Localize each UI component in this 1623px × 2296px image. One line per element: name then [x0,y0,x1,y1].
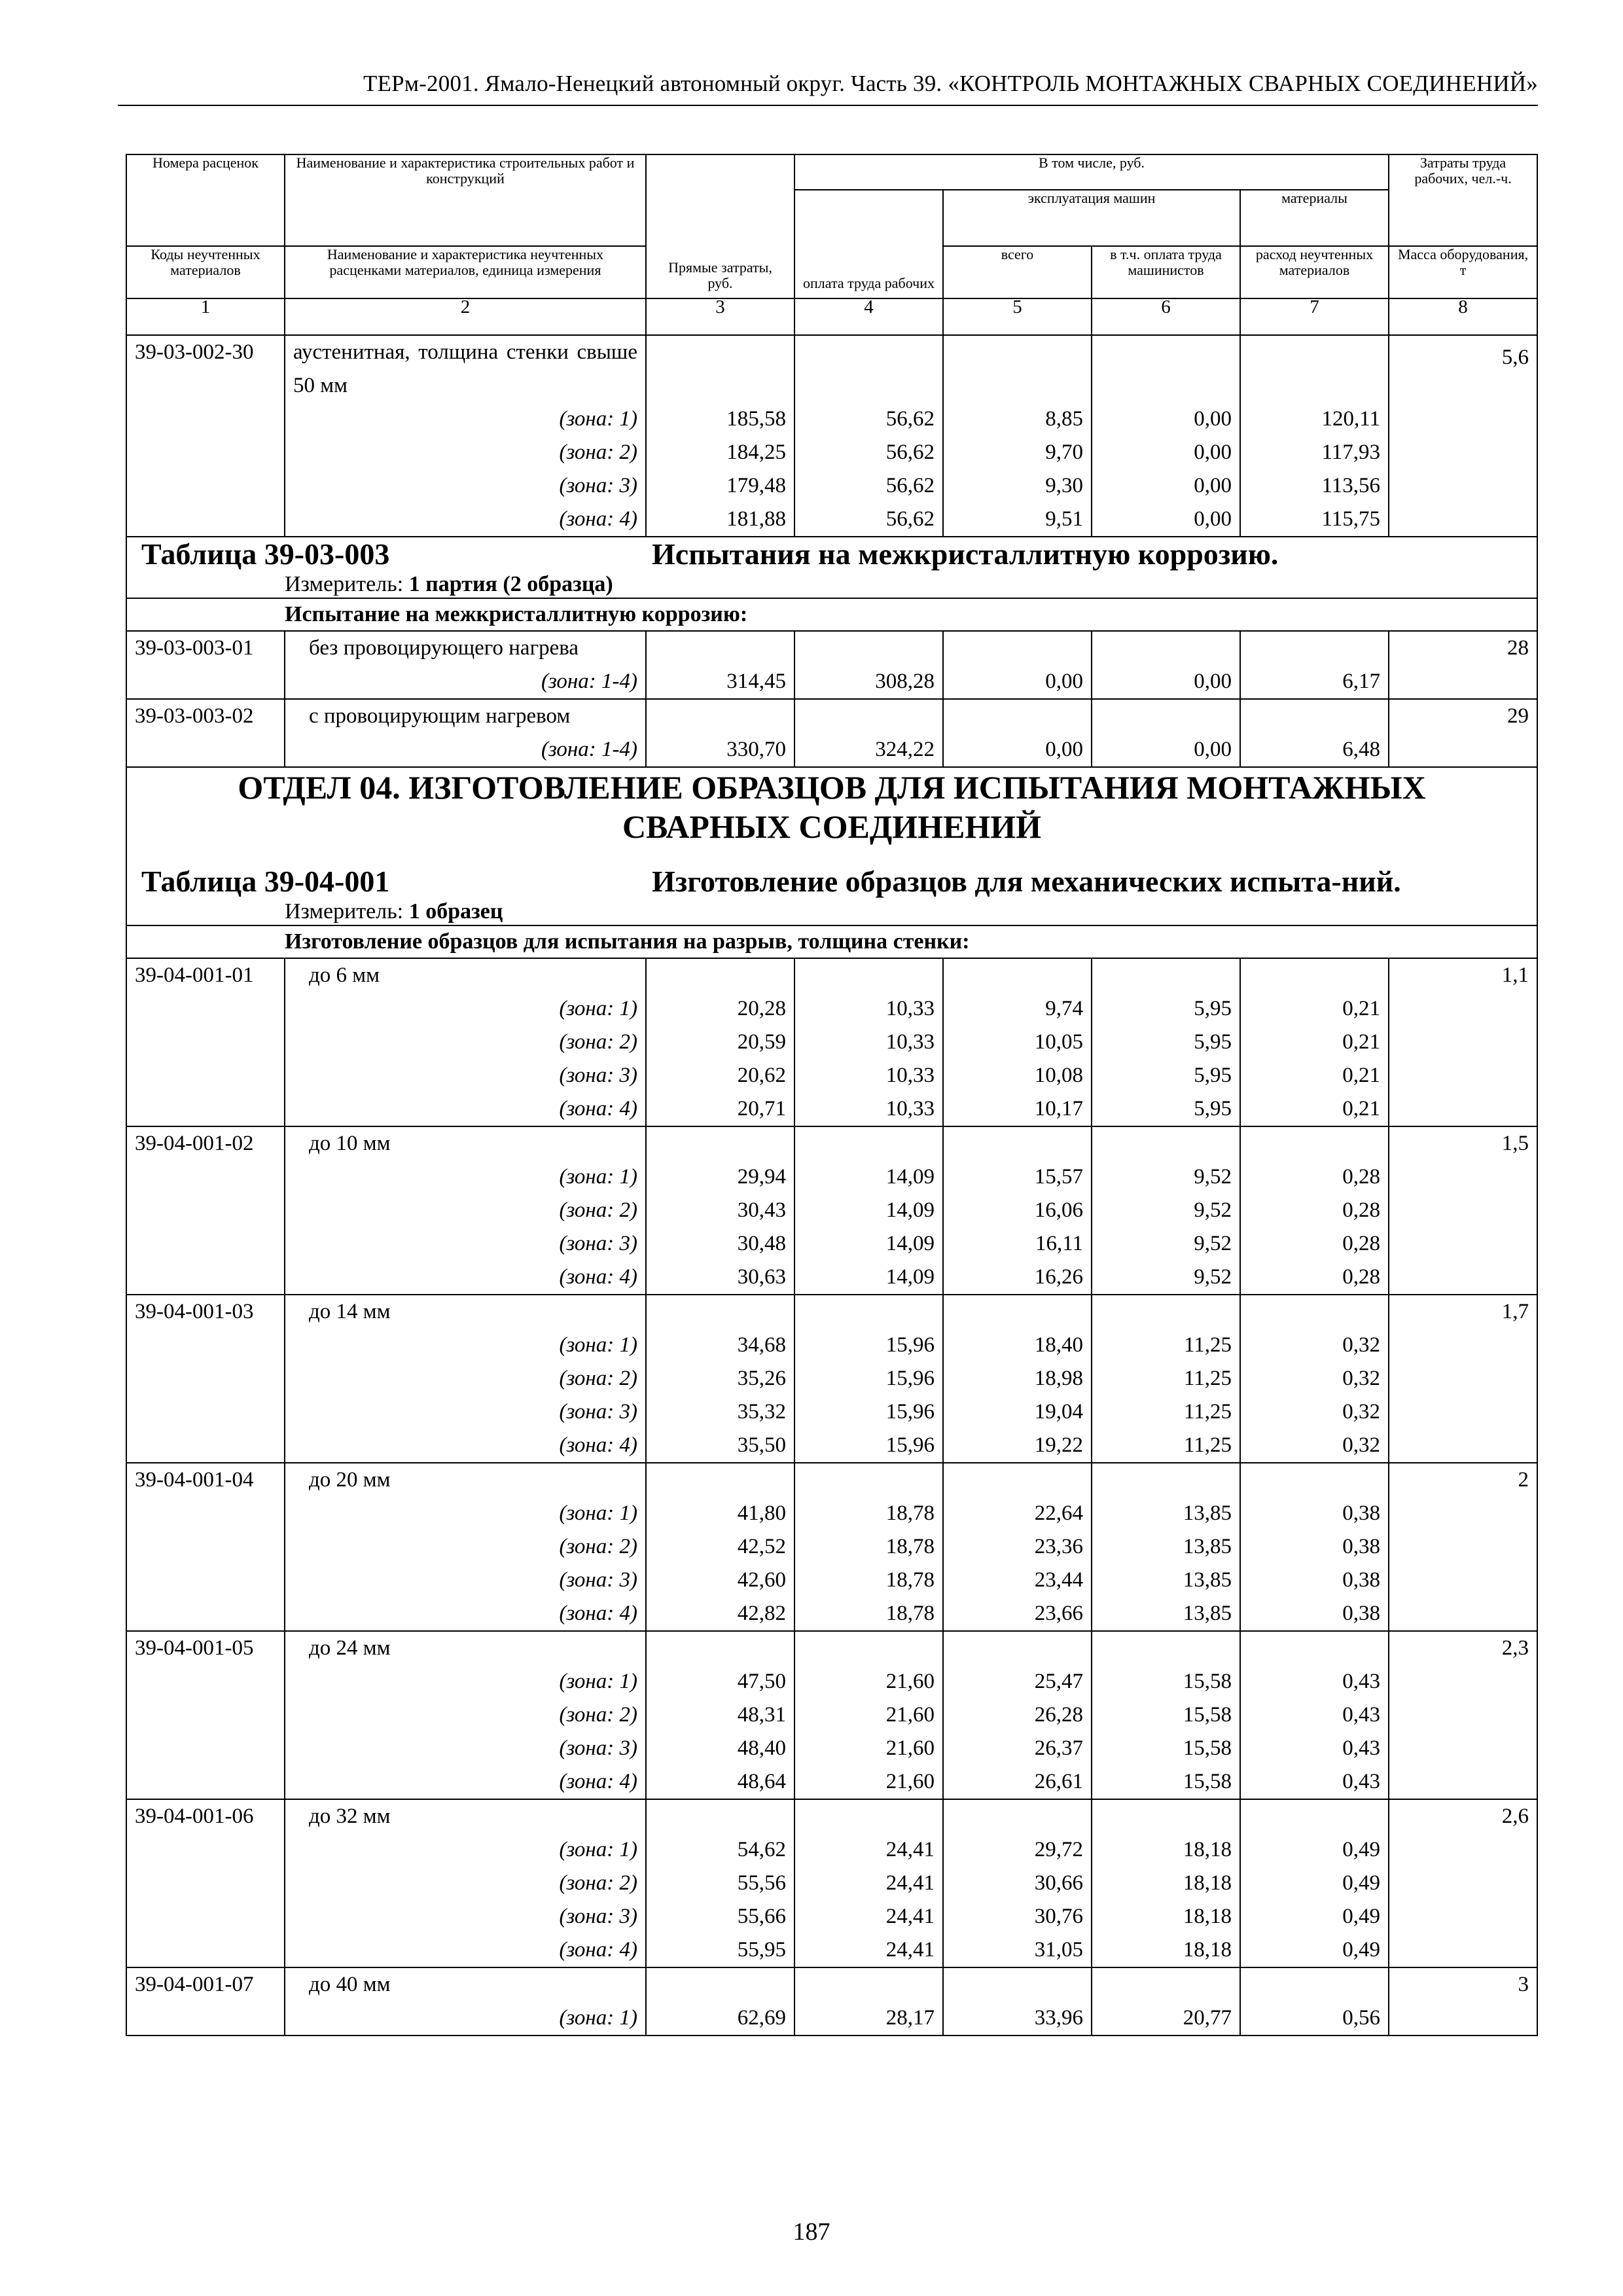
zone-row [126,1362,1537,1395]
direct-cost: 184,25 [646,436,794,469]
direct-cost: 35,50 [646,1429,794,1463]
wages: 18,78 [794,1564,943,1597]
wages: 14,09 [794,1261,943,1295]
machines-wages: 9,52 [1092,1194,1240,1227]
wages: 56,62 [794,469,943,503]
zone-label: (зона: 1-4) [285,665,646,699]
col-labor-bottom: Масса оборудования, т [1389,246,1537,298]
machines-wages: 11,25 [1092,1429,1240,1463]
machines-total: 10,05 [943,1026,1092,1059]
direct-cost: 30,43 [646,1194,794,1227]
direct-cost: 30,63 [646,1261,794,1295]
machines-total: 30,66 [943,1867,1092,1900]
machines-wages: 20,77 [1092,2001,1240,2036]
col-wages: оплата труда рабочих [794,190,943,298]
table-id: Таблица 39-03-003 [141,537,390,571]
zone-row [126,1395,1537,1429]
table-title: Изготовление образцов для механических испыта-ний. [652,865,1401,898]
zone-row [126,1059,1537,1092]
materials: 0,21 [1240,1092,1389,1126]
rate-code: 39-04-001-01 [126,958,285,992]
zone-label: (зона: 3) [285,1059,646,1092]
col-materials: материалы [1240,190,1389,246]
direct-cost: 42,60 [646,1564,794,1597]
direct-cost: 330,70 [646,733,794,767]
wages: 14,09 [794,1194,943,1227]
zone-row [126,1867,1537,1900]
labor-cost: 3 [1389,1967,1537,2001]
zone-label: (зона: 2) [285,1362,646,1395]
machines-total: 0,00 [943,665,1092,699]
zone-row [126,1227,1537,1261]
direct-cost: 35,32 [646,1395,794,1429]
direct-cost: 30,48 [646,1227,794,1261]
direct-cost: 314,45 [646,665,794,699]
materials: 0,38 [1240,1597,1389,1631]
zone-label: (зона: 4) [285,1261,646,1295]
machines-total: 18,98 [943,1362,1092,1395]
machines-wages: 5,95 [1092,1059,1240,1092]
materials: 0,38 [1240,1497,1389,1530]
col-num: 3 [646,298,794,335]
machines-wages: 0,00 [1092,436,1240,469]
wages: 15,96 [794,1395,943,1429]
machines-wages: 13,85 [1092,1564,1240,1597]
direct-cost: 55,66 [646,1900,794,1933]
rate-code: 39-04-001-04 [126,1463,285,1497]
wages: 308,28 [794,665,943,699]
machines-wages: 0,00 [1092,403,1240,436]
wages: 14,09 [794,1227,943,1261]
zone-row [126,1530,1537,1564]
col-direct-costs: Прямые затраты, руб. [646,154,794,298]
wages: 24,41 [794,1867,943,1900]
machines-wages: 15,58 [1092,1698,1240,1732]
machines-wages: 18,18 [1092,1867,1240,1900]
col-num: 1 [126,298,285,335]
rate-name: до 20 мм [285,1463,646,1497]
zone-row [126,1732,1537,1765]
direct-cost: 55,95 [646,1933,794,1967]
zone-label: (зона: 1) [285,992,646,1026]
wages: 10,33 [794,992,943,1026]
machines-wages: 0,00 [1092,503,1240,537]
zone-label: (зона: 2) [285,1867,646,1900]
rate-name: до 14 мм [285,1295,646,1329]
machines-wages: 0,00 [1092,733,1240,767]
wages: 21,60 [794,1698,943,1732]
labor-cost: 2,6 [1389,1799,1537,1833]
zone-label: (зона: 2) [285,1530,646,1564]
direct-cost: 20,59 [646,1026,794,1059]
materials: 0,21 [1240,992,1389,1026]
rate-name: до 32 мм [285,1799,646,1833]
zone-label: (зона: 1) [285,1833,646,1867]
zone-label: (зона: 2) [285,1026,646,1059]
wages: 18,78 [794,1597,943,1631]
labor-cost: 1,1 [1389,958,1537,992]
direct-cost: 48,64 [646,1765,794,1799]
machines-total: 23,66 [943,1597,1092,1631]
col-materials-unaccounted: расход неучтенных материалов [1240,246,1389,298]
rate-code: 39-04-001-06 [126,1799,285,1833]
zone-row [126,1933,1537,1967]
col-num: 2 [285,298,646,335]
rate-name: без провоцирующего нагрева [285,631,646,665]
machines-total: 22,64 [943,1497,1092,1530]
wages: 24,41 [794,1933,943,1967]
direct-cost: 42,52 [646,1530,794,1564]
materials: 115,75 [1240,503,1389,537]
table-39-03-003 [126,537,1537,631]
zone-label: (зона: 2) [285,1194,646,1227]
col-name-bottom: Наименование и характеристика неучтенных расценками материалов, единица измерения [285,246,646,298]
direct-cost: 41,80 [646,1497,794,1530]
direct-cost: 179,48 [646,469,794,503]
col-labor-top: Затраты труда рабочих, чел.-ч. [1389,154,1537,246]
zone-label: (зона: 3) [285,1395,646,1429]
col-num: 6 [1092,298,1240,335]
col-codes-bottom: Коды неучтенных материалов [126,246,285,298]
zone-row [126,1194,1537,1227]
machines-total: 9,70 [943,436,1092,469]
materials: 0,38 [1240,1564,1389,1597]
zone-row [126,1329,1537,1362]
running-head: ТЕРм-2001. Ямало-Ненецкий автономный округ. Часть 39. «КОНТРОЛЬ МОНТАЖНЫХ СВАРНЫХ СОЕДИНЕНИЙ» [363,71,1538,96]
zone-row [126,992,1537,1026]
wages: 15,96 [794,1429,943,1463]
measure-label: Измеритель: [285,899,409,924]
zone-label: (зона: 4) [285,503,646,537]
materials: 0,43 [1240,1765,1389,1799]
rate-row [126,631,1537,665]
labor-cost: 28 [1389,631,1537,665]
wages: 28,17 [794,2001,943,2036]
labor-cost: 1,7 [1389,1295,1537,1329]
zone-row [126,1833,1537,1867]
rate-name: аустенитная, толщина стенки свыше 50 мм [285,335,646,403]
machines-wages: 18,18 [1092,1933,1240,1967]
department-section [126,767,1537,958]
zone-label: (зона: 1) [285,1497,646,1530]
zone-row [126,1429,1537,1463]
machines-total: 0,00 [943,733,1092,767]
zone-label: (зона: 1) [285,2001,646,2036]
machines-total: 16,11 [943,1227,1092,1261]
col-including: В том числе, руб. [794,154,1389,190]
zone-label: (зона: 3) [285,1564,646,1597]
machines-total: 31,05 [943,1933,1092,1967]
materials: 0,49 [1240,1933,1389,1967]
col-num: 4 [794,298,943,335]
machines-total: 23,36 [943,1530,1092,1564]
materials: 0,32 [1240,1429,1389,1463]
machines-total: 16,06 [943,1194,1092,1227]
wages: 14,09 [794,1160,943,1194]
col-machines-total: всего [943,246,1092,298]
machines-wages: 0,00 [1092,665,1240,699]
rate-name: до 6 мм [285,958,646,992]
zone-row [126,1026,1537,1059]
zone-row [126,1092,1537,1126]
rate-name: до 40 мм [285,1967,646,2001]
materials: 0,43 [1240,1698,1389,1732]
materials: 0,28 [1240,1227,1389,1261]
col-name-top: Наименование и характеристика строительных работ и конструкций [285,154,646,246]
zone-label: (зона: 4) [285,1429,646,1463]
labor-cost: 5,6 [1389,335,1537,403]
zone-label: (зона: 4) [285,1933,646,1967]
rate-row [126,1967,1537,2001]
rate-row [126,1631,1537,1665]
labor-cost: 2 [1389,1463,1537,1497]
group-heading: Испытание на межкристаллитную коррозию: [285,598,1537,631]
labor-cost: 1,5 [1389,1126,1537,1160]
wages: 21,60 [794,1765,943,1799]
materials: 0,21 [1240,1026,1389,1059]
zone-label: (зона: 4) [285,1765,646,1799]
machines-wages: 9,52 [1092,1160,1240,1194]
zone-label: (зона: 1) [285,403,646,436]
measure-value: 1 партия (2 образца) [408,572,613,596]
machines-wages: 15,58 [1092,1732,1240,1765]
materials: 0,49 [1240,1833,1389,1867]
machines-total: 30,76 [943,1900,1092,1933]
direct-cost: 20,28 [646,992,794,1026]
zone-row [126,1765,1537,1799]
rate-row [126,1799,1537,1833]
machines-total: 16,26 [943,1261,1092,1295]
zone-label: (зона: 3) [285,1732,646,1765]
materials: 0,56 [1240,2001,1389,2036]
zone-label: (зона: 1-4) [285,733,646,767]
rates-table [126,154,1538,2036]
zone-row [126,665,1537,699]
rate-code: 39-03-002-30 [126,335,285,403]
direct-cost: 54,62 [646,1833,794,1867]
rate-row [126,958,1537,992]
direct-cost: 48,31 [646,1698,794,1732]
machines-wages: 11,25 [1092,1329,1240,1362]
wages: 56,62 [794,403,943,436]
rate-name: с провоцирующим нагревом [285,699,646,733]
machines-wages: 15,58 [1092,1765,1240,1799]
machines-total: 9,30 [943,469,1092,503]
wages: 10,33 [794,1092,943,1126]
machines-total: 23,44 [943,1564,1092,1597]
materials: 117,93 [1240,436,1389,469]
machines-total: 26,61 [943,1765,1092,1799]
zone-label: (зона: 4) [285,1092,646,1126]
zone-label: (зона: 4) [285,1597,646,1631]
wages: 24,41 [794,1900,943,1933]
col-num: 7 [1240,298,1389,335]
materials: 120,11 [1240,403,1389,436]
zone-row [126,1497,1537,1530]
materials: 0,32 [1240,1329,1389,1362]
direct-cost: 62,69 [646,2001,794,2036]
machines-total: 26,37 [943,1732,1092,1765]
zone-row [126,2001,1537,2036]
col-num: 5 [943,298,1092,335]
wages: 15,96 [794,1329,943,1362]
zone-label: (зона: 1) [285,1160,646,1194]
materials: 0,28 [1240,1261,1389,1295]
zone-label: (зона: 2) [285,436,646,469]
materials: 0,21 [1240,1059,1389,1092]
col-num: 8 [1389,298,1537,335]
wages: 15,96 [794,1362,943,1395]
machines-wages: 9,52 [1092,1227,1240,1261]
rate-code: 39-04-001-03 [126,1295,285,1329]
wages: 324,22 [794,733,943,767]
zone-row [126,1160,1537,1194]
wages: 10,33 [794,1026,943,1059]
rate-code: 39-03-003-01 [126,631,285,665]
zone-row [126,1665,1537,1698]
machines-total: 15,57 [943,1160,1092,1194]
direct-cost: 185,58 [646,403,794,436]
direct-cost: 34,68 [646,1329,794,1362]
wages: 18,78 [794,1497,943,1530]
rate-code: 39-04-001-02 [126,1126,285,1160]
rate-row [126,699,1537,733]
machines-total: 25,47 [943,1665,1092,1698]
zone-label: (зона: 1) [285,1329,646,1362]
materials: 0,32 [1240,1362,1389,1395]
materials: 0,49 [1240,1867,1389,1900]
machines-wages: 11,25 [1092,1395,1240,1429]
page-number: 187 [793,2218,830,2246]
machines-wages: 18,18 [1092,1900,1240,1933]
wages: 21,60 [794,1665,943,1698]
materials: 0,28 [1240,1160,1389,1194]
zone-row [126,733,1537,767]
rate-name: до 10 мм [285,1126,646,1160]
direct-cost: 42,82 [646,1597,794,1631]
wages: 24,41 [794,1833,943,1867]
machines-wages: 5,95 [1092,1026,1240,1059]
machines-total: 10,17 [943,1092,1092,1126]
wages: 56,62 [794,503,943,537]
rate-row [126,1463,1537,1497]
col-codes-top: Номера расценок [126,154,285,246]
materials: 0,28 [1240,1194,1389,1227]
materials: 0,38 [1240,1530,1389,1564]
machines-total: 26,28 [943,1698,1092,1732]
labor-cost: 29 [1389,699,1537,733]
zone-row [126,1564,1537,1597]
rate-block-39-03-002-30 [126,335,1537,537]
col-machines-wages: в т.ч. оплата труда машинистов [1092,246,1240,298]
table-title: Испытания на межкристаллитную коррозию. [652,537,1279,571]
zone-label: (зона: 3) [285,1227,646,1261]
group-heading: Изготовление образцов для испытания на разрыв, толщина стенки: [285,925,1537,958]
materials: 0,32 [1240,1395,1389,1429]
machines-total: 29,72 [943,1833,1092,1867]
machines-wages: 9,52 [1092,1261,1240,1295]
rate-name: до 24 мм [285,1631,646,1665]
measure-value: 1 образец [408,899,503,924]
table-id: Таблица 39-04-001 [141,865,390,898]
machines-total: 18,40 [943,1329,1092,1362]
machines-total: 33,96 [943,2001,1092,2036]
machines-wages: 5,95 [1092,1092,1240,1126]
col-machines: эксплуатация машин [943,190,1240,246]
rate-row [126,1126,1537,1160]
machines-wages: 18,18 [1092,1833,1240,1867]
materials: 6,48 [1240,733,1389,767]
rate-code: 39-03-003-02 [126,699,285,733]
rate-code: 39-04-001-07 [126,1967,285,2001]
zone-label: (зона: 1) [285,1665,646,1698]
machines-total: 8,85 [943,403,1092,436]
zone-row [126,1698,1537,1732]
direct-cost: 20,62 [646,1059,794,1092]
department-heading: ОТДЕЛ 04. ИЗГОТОВЛЕНИЕ ОБРАЗЦОВ ДЛЯ ИСПЫТАНИЯ МОНТАЖНЫХ СВАРНЫХ СОЕДИНЕНИЙ [126,767,1537,846]
header-rule [118,105,1538,106]
machines-total: 9,74 [943,992,1092,1026]
labor-cost: 2,3 [1389,1631,1537,1665]
zone-row [126,1900,1537,1933]
measure-label: Измеритель: [285,572,409,596]
direct-cost: 55,56 [646,1867,794,1900]
machines-wages: 13,85 [1092,1497,1240,1530]
direct-cost: 181,88 [646,503,794,537]
direct-cost: 47,50 [646,1665,794,1698]
zone-label: (зона: 3) [285,1900,646,1933]
materials: 113,56 [1240,469,1389,503]
machines-wages: 11,25 [1092,1362,1240,1395]
zone-row [126,1261,1537,1295]
direct-cost: 29,94 [646,1160,794,1194]
direct-cost: 48,40 [646,1732,794,1765]
zone-label: (зона: 3) [285,469,646,503]
machines-wages: 13,85 [1092,1597,1240,1631]
rate-code: 39-04-001-05 [126,1631,285,1665]
machines-wages: 13,85 [1092,1530,1240,1564]
wages: 56,62 [794,436,943,469]
direct-cost: 20,71 [646,1092,794,1126]
machines-wages: 5,95 [1092,992,1240,1026]
machines-total: 9,51 [943,503,1092,537]
zone-label: (зона: 2) [285,1698,646,1732]
rate-row [126,1295,1537,1329]
wages: 18,78 [794,1530,943,1564]
machines-total: 19,04 [943,1395,1092,1429]
materials: 0,43 [1240,1732,1389,1765]
wages: 10,33 [794,1059,943,1092]
materials: 0,49 [1240,1900,1389,1933]
machines-wages: 0,00 [1092,469,1240,503]
machines-wages: 15,58 [1092,1665,1240,1698]
materials: 0,43 [1240,1665,1389,1698]
wages: 21,60 [794,1732,943,1765]
materials: 6,17 [1240,665,1389,699]
machines-total: 19,22 [943,1429,1092,1463]
machines-total: 10,08 [943,1059,1092,1092]
direct-cost: 35,26 [646,1362,794,1395]
zone-row [126,1597,1537,1631]
